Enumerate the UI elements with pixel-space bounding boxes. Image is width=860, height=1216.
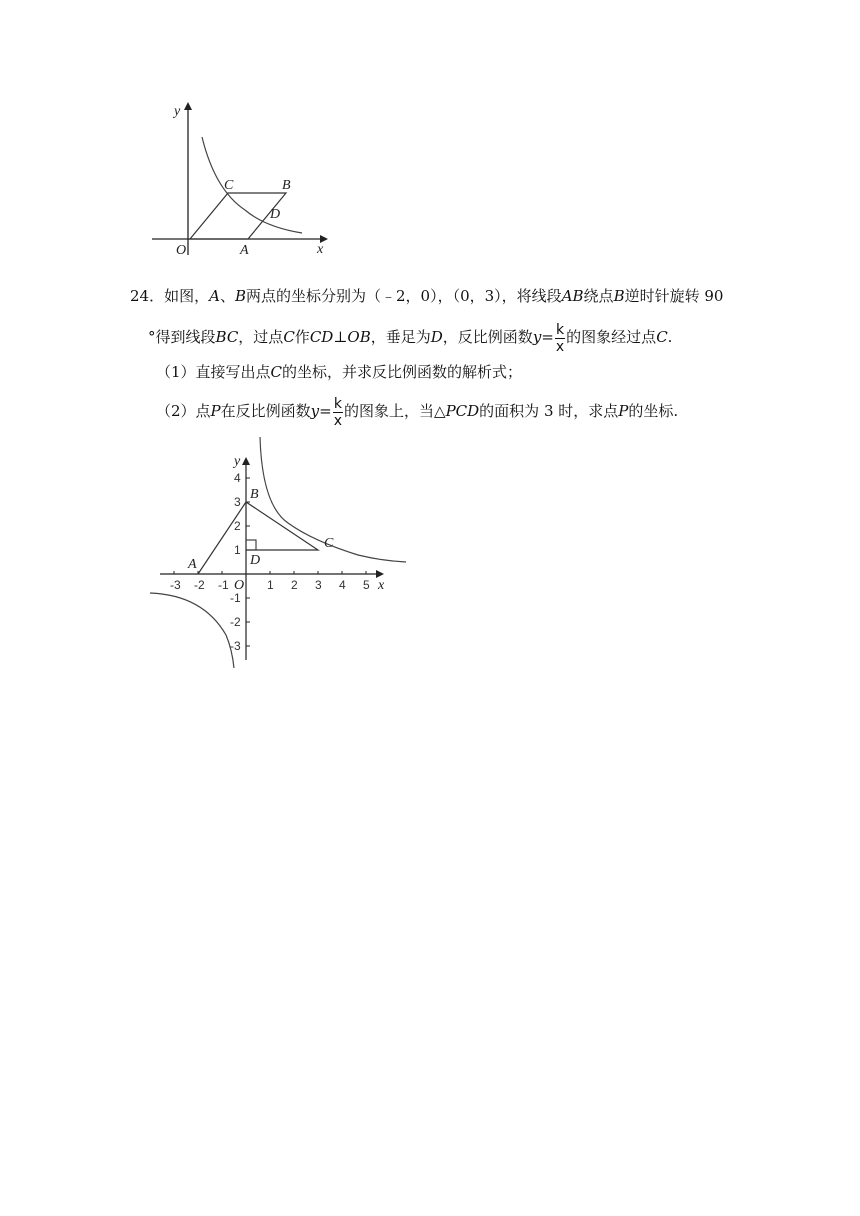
text-segment: 在反比例函数 [220, 402, 311, 420]
label-b: B [282, 178, 291, 193]
text-segment: . [667, 328, 673, 346]
problem-line-1 [130, 286, 723, 306]
text-segment: 如图， [164, 287, 210, 305]
y-tick-label: 2 [234, 519, 241, 533]
fraction-k-over-x [333, 396, 343, 429]
problem-number: 24． [130, 287, 165, 305]
text-segment: 、 [219, 287, 235, 305]
point-p: P [210, 402, 221, 420]
label-x: x [317, 242, 324, 257]
y-tick-label: 1 [234, 543, 241, 557]
x-axis-arrow [376, 570, 384, 578]
text-segment: （1）直接写出点 [156, 363, 271, 381]
label-o: O [234, 578, 245, 593]
equals: = [319, 402, 332, 420]
figure-1-svg [140, 95, 340, 260]
hyperbola-branch-q3 [150, 593, 234, 668]
label-d: D [250, 553, 261, 568]
label-a: A [188, 557, 197, 572]
fraction-denominator: x [555, 338, 565, 355]
text-segment: °得到线段 [148, 328, 216, 346]
triangle-pcd: PCD [445, 402, 480, 420]
y-tick-label: 3 [234, 495, 241, 509]
segment-ab: AB [561, 287, 584, 305]
text-segment: ，过点 [238, 328, 284, 346]
x-tick-label: 3 [315, 578, 322, 592]
label-b: B [250, 487, 259, 502]
y-axis-arrow [242, 457, 250, 465]
fraction-denominator: x [333, 412, 343, 429]
y-tick-label: -1 [230, 591, 241, 605]
y-axis-arrow [184, 102, 192, 110]
text-segment: ，反比例函数 [442, 328, 533, 346]
var-y: y [310, 402, 320, 420]
text-segment: 的面积为 3 时，求点 [479, 402, 619, 420]
perpendicular-statement: CD⊥OB [309, 328, 371, 346]
x-tick-label: -2 [194, 578, 205, 592]
text-segment: 作 [294, 328, 310, 346]
fraction-numerator: k [333, 395, 342, 412]
segment-bc: BC [215, 328, 239, 346]
fraction-k-over-x [555, 322, 565, 355]
point-c: C [283, 328, 295, 346]
point-c: C [656, 328, 668, 346]
text-segment: 的图象上，当△ [344, 402, 446, 420]
part-1 [156, 362, 522, 382]
problem-line-2 [148, 320, 672, 355]
label-x: x [378, 578, 385, 593]
point-a: A [209, 287, 220, 305]
label-y: y [234, 454, 241, 469]
y-tick-label: 4 [234, 471, 241, 485]
x-tick-label: 2 [291, 578, 298, 592]
text-segment: 的坐标，并求反比例函数的解析式； [282, 363, 523, 381]
var-y: y [532, 328, 542, 346]
text-segment: 逆时针旋转 90 [624, 287, 724, 305]
point-b: B [234, 287, 246, 305]
x-tick-label: 4 [339, 578, 346, 592]
point-b: B [613, 287, 625, 305]
right-angle-mark [246, 540, 256, 550]
fraction-numerator: k [555, 321, 565, 338]
figure-2-svg [148, 435, 410, 670]
y-tick-label: -3 [230, 639, 241, 653]
text-segment: 的图象经过点 [566, 328, 657, 346]
point-p: P [618, 402, 629, 420]
label-a: A [240, 243, 249, 258]
equals: = [541, 328, 554, 346]
x-tick-label: -3 [170, 578, 181, 592]
x-tick-label: -1 [218, 578, 229, 592]
figure-1-parallelogram-hyperbola [140, 95, 340, 260]
text-segment: 绕点 [583, 287, 614, 305]
label-d: D [270, 207, 281, 222]
label-c: C [324, 536, 334, 551]
label-c: C [224, 178, 234, 193]
label-y: y [174, 104, 181, 119]
point-d: D [430, 328, 443, 346]
axis-ticks [174, 478, 366, 646]
y-tick-label: -2 [230, 615, 241, 629]
text-segment: ，垂足为 [370, 328, 431, 346]
text-segment: 的坐标. [628, 402, 679, 420]
x-tick-label: 5 [363, 578, 370, 592]
point-c: C [270, 363, 283, 381]
part-2 [156, 394, 678, 429]
text-segment: （2）点 [156, 402, 211, 420]
label-o: O [176, 243, 187, 258]
text-segment: 两点的坐标分别为（﹣2，0），（0，3），将线段 [246, 287, 562, 305]
figure-2-coordinate-plane [148, 435, 410, 670]
x-tick-label: 1 [267, 578, 274, 592]
